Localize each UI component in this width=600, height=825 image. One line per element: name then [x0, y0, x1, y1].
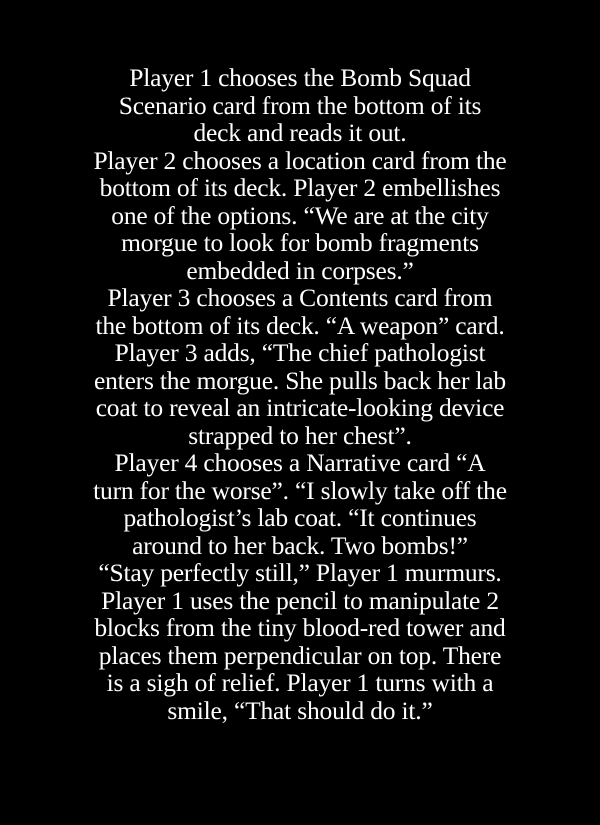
- text-line: turn for the worse”. “I slowly take off the: [93, 475, 507, 505]
- text-line: around to her back. Two bombs!”: [132, 530, 468, 560]
- story-text: [40, 64, 560, 724]
- text-line: pathologist’s lab coat. “It continues: [123, 503, 477, 532]
- text-line: one of the options. “We are at the city: [111, 200, 489, 230]
- text-line: enters the morgue. She pulls back her lab: [94, 365, 506, 395]
- text-line: Player 1 uses the pencil to manipulate 2: [101, 585, 499, 615]
- text-line: strapped to her chest”.: [188, 420, 412, 450]
- text-line: coat to reveal an intricate-looking device: [95, 393, 505, 422]
- text-line: Player 2 chooses a location card from the: [93, 145, 507, 175]
- text-line: Player 3 adds, “The chief pathologist: [114, 338, 486, 367]
- text-line: bottom of its deck. Player 2 embellishes: [99, 173, 501, 202]
- text-line: Player 4 chooses a Narrative card “A: [114, 448, 486, 477]
- text-line: “Stay perfectly still,” Player 1 murmurs.: [98, 558, 502, 587]
- text-line: Scenario card from the bottom of its: [118, 90, 482, 120]
- text-line: deck and reads it out.: [193, 118, 407, 147]
- text-line: the bottom of its deck. “A weapon” card.: [95, 310, 505, 340]
- text-line: blocks from the tiny blood-red tower and: [94, 613, 506, 642]
- text-line: morgue to look for bomb fragments: [121, 228, 479, 257]
- text-line: Player 1 chooses the Bomb Squad: [129, 63, 471, 92]
- text-line: is a sigh of relief. Player 1 turns with a: [106, 668, 494, 697]
- text-line: Player 3 chooses a Contents card from: [107, 283, 493, 312]
- text-line: smile, “That should do it.”: [167, 695, 433, 725]
- text-line: places them perpendicular on top. There: [98, 640, 502, 670]
- text-line: embedded in corpses.”: [186, 255, 414, 285]
